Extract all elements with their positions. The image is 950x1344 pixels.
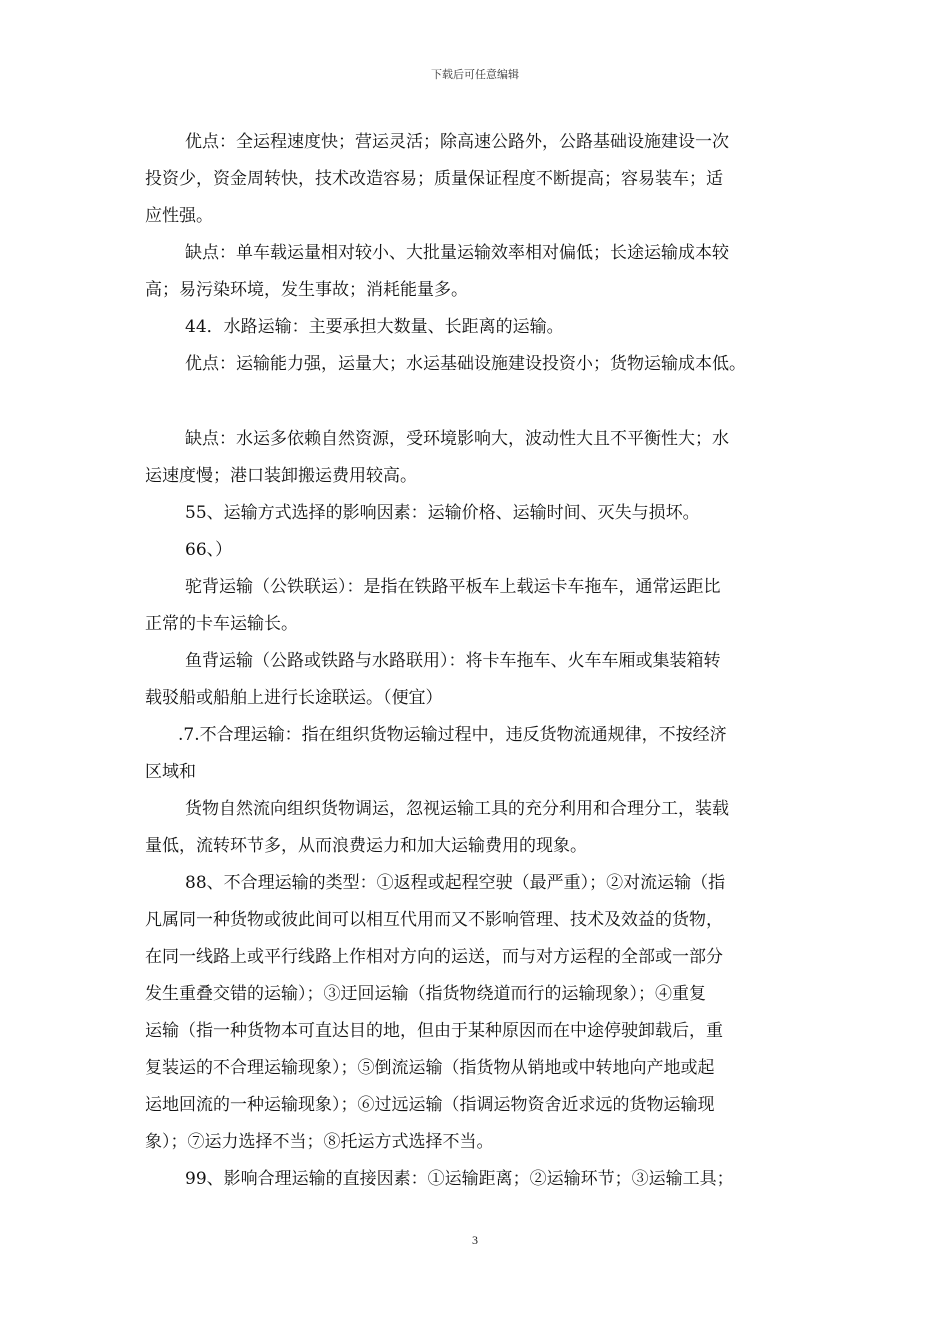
text-line: 区域和: [145, 762, 196, 782]
text-line: 缺点：水运多依赖自然资源，受环境影响大，波动性大且不平衡性大；水: [185, 429, 729, 449]
text-line: 99、影响合理运输的直接因素：①运输距离；②运输环节；③运输工具；: [185, 1169, 734, 1189]
text-line: 驼背运输（公铁联运）：是指在铁路平板车上载运卡车拖车，通常运距比: [185, 577, 721, 597]
text-line: 44．水路运输：主要承担大数量、长距离的运输。: [185, 317, 564, 337]
text-line: 运输（指一种货物本可直达目的地，但由于某种原因而在中途停驶卸载后，重: [145, 1021, 723, 1041]
text-line: 高；易污染环境，发生事故；消耗能量多。: [145, 280, 468, 300]
text-line: 88、不合理运输的类型：①返程或起程空驶（最严重）；②对流运输（指: [185, 873, 726, 893]
text-line: 应性强。: [145, 206, 213, 226]
text-line: 在同一线路上或平行线路上作相对方向的运送，而与对方运程的全部或一部分: [145, 947, 723, 967]
text-line: .7.不合理运输：指在组织货物运输过程中，违反货物流通规律，不按经济: [178, 725, 727, 745]
text-line: 凡属同一种货物或彼此间可以相互代用而又不影响管理、技术及效益的货物，: [145, 910, 723, 930]
text-line: 复装运的不合理运输现象）；⑤倒流运输（指货物从销地或中转地向产地或起: [145, 1058, 715, 1078]
text-line: 象）；⑦运力选择不当；⑧托运方式选择不当。: [145, 1132, 494, 1152]
text-line: 55、运输方式选择的影响因素：运输价格、运输时间、灭失与损坏。: [185, 503, 700, 523]
text-line: 运地回流的一种运输现象）；⑥过远运输（指调运物资舍近求远的货物运输现: [145, 1095, 715, 1115]
page-header: 下载后可任意编辑: [431, 68, 519, 81]
text-line: 运速度慢；港口装卸搬运费用较高。: [145, 466, 417, 486]
text-line: 缺点：单车载运量相对较小、大批量运输效率相对偏低；长途运输成本较: [185, 243, 729, 263]
text-line: 正常的卡车运输长。: [145, 614, 298, 634]
text-line: 鱼背运输（公路或铁路与水路联用）：将卡车拖车、火车车厢或集装箱转: [185, 651, 721, 671]
text-line: 优点：运输能力强，运量大；水运基础设施建设投资小；货物运输成本低。: [185, 354, 746, 374]
text-line: 载驳船或船舶上进行长途联运。（便宜）: [145, 688, 443, 708]
text-line: 发生重叠交错的运输）；③迂回运输（指货物绕道而行的运输现象）；④重复: [145, 984, 706, 1004]
text-line: 量低，流转环节多，从而浪费运力和加大运输费用的现象。: [145, 836, 587, 856]
text-line: 投资少，资金周转快，技术改造容易；质量保证程度不断提高；容易装车；适: [145, 169, 723, 189]
text-line: 货物自然流向组织货物调运，忽视运输工具的充分利用和合理分工，装载: [185, 799, 729, 819]
page-number: 3: [472, 1233, 478, 1247]
text-line: 66、）: [185, 540, 233, 560]
text-line: 优点：全运程速度快；营运灵活；除高速公路外，公路基础设施建设一次: [185, 132, 729, 152]
